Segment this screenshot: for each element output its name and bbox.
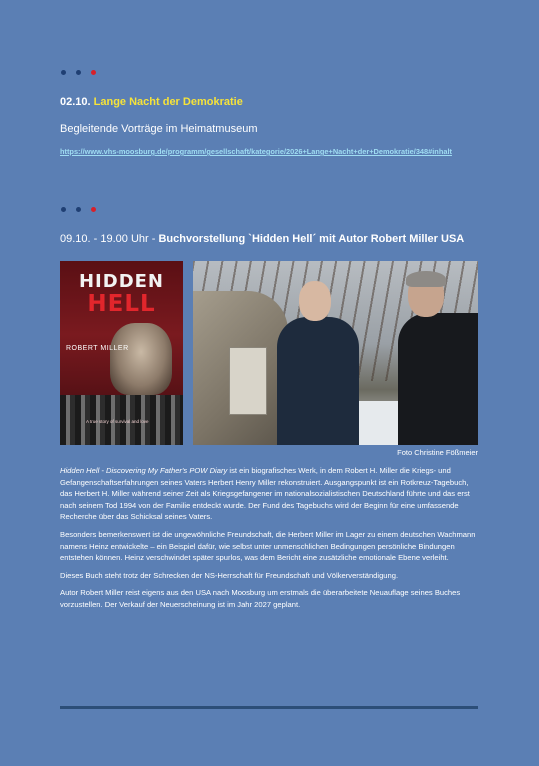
cover-title-line1: HIDDEN (78, 271, 164, 292)
dot (76, 207, 81, 212)
event2-description (60, 465, 482, 617)
photo-plaque (229, 347, 267, 415)
person-body (398, 313, 478, 445)
event2-title: Buchvorstellung `Hidden Hell´ mit Autor Robert Miller USA (158, 233, 465, 245)
event1-link[interactable]: https://www.vhs-moosburg.de/programm/gesellschaft/kategorie/2026+Lange+Nacht+der+Demokratie/348#inhalt (60, 147, 452, 156)
cover-title-line2: HELL (87, 291, 156, 317)
event1-heading (60, 96, 243, 108)
photo-caption: Foto Christine Fößmeier (397, 448, 478, 457)
paragraph-4: Autor Robert Miller reist eigens aus den USA nach Moosburg um erstmals die überarbeitete Neuauflage seines Buches vorzustellen. Der Verkauf der Neuerscheinung ist im Jahr 2027 geplant. (60, 588, 461, 609)
book-cover-image (60, 261, 183, 445)
dot (61, 207, 66, 212)
paragraph-3: Dieses Buch steht trotz der Schrecken der NS-Herrschaft für Freundschaft und Völkerverständigung. (60, 570, 399, 580)
photo-person-left (277, 281, 362, 445)
cover-portrait (110, 323, 172, 395)
photo-person-right (398, 273, 478, 445)
event1-subtitle: Begleitende Vorträge im Heimatmuseum (60, 123, 258, 135)
person-body (277, 317, 359, 445)
divider-dots-1 (61, 70, 96, 75)
paragraph-1-text: ist ein biografisches Werk, in dem Robert H. Miller die Kriegs- und Gefangenschaftserfahrungen seines Vaters Herbert Henry Miller rekonstruiert. Ausgangspunkt ist ein Rotkreuz-Tagebuch, das Herbert H. Miller während seiner Zeit als Kriegsgefangener im nationalsozialistischen Deutschland führte und das erst nach seinem Tod 1994 von der Familie entdeckt wurde. Der Fund des Tagebuchs wird der Beginn für eine umfassende Recherche über das Schicksal seines Vaters. (60, 466, 470, 522)
event1-date: 02.10. (60, 96, 91, 108)
cover-author: ROBERT MILLER (66, 345, 129, 352)
dot (76, 70, 81, 75)
cover-tagline: A true story of survival and love (86, 419, 149, 424)
dot (61, 70, 66, 75)
person-hair (406, 271, 446, 287)
paragraph-2: Besonders bemerkenswert ist die ungewöhnliche Freundschaft, die Herbert Miller im Lager zu einem deutschen Wachmann namens Heinz entwickelte – ein Beispiel dafür, wie selbst unter unmenschlichen Bedingungen persönliche Bindungen entstehen können. Heinz verschwindet später spurlos, was dem Bericht eine zusätzliche emotionale Ebene verleiht. (60, 529, 476, 563)
person-head (299, 281, 331, 321)
event-photo (193, 261, 478, 445)
divider-dots-2 (61, 207, 96, 212)
paragraph-1 (60, 465, 482, 523)
event1-title: Lange Nacht der Demokratie (93, 96, 243, 108)
dot (91, 207, 96, 212)
event2-heading (60, 233, 464, 245)
dot (91, 70, 96, 75)
event2-date-time: 09.10. - 19.00 Uhr - (60, 233, 156, 245)
book-title-italic: Hidden Hell - Discovering My Father's POW Diary (60, 466, 228, 475)
bottom-divider (60, 706, 478, 709)
